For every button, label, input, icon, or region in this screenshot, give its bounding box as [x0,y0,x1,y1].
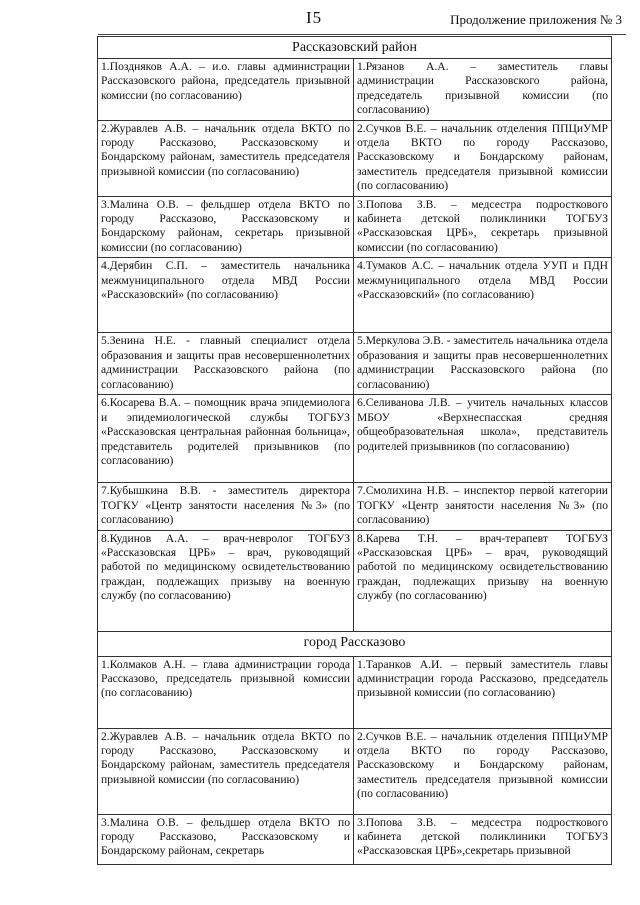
member-cell-deputy: 5.Меркулова Э.В. - заместитель начальника отдела образования и защиты прав несовершеннолетних администрации Рассказовского района (по согласованию) [354,333,612,395]
table-row [98,333,612,395]
table-row [98,814,612,864]
member-cell-main: 2.Журавлев А.В. – начальник отдела ВКТО по городу Рассказово, Рассказовскому и Бондарскому районам, заместитель председателя призывной комиссии (по согласованию) [98,728,354,814]
table-row [98,120,612,196]
section-header-row [98,631,612,656]
member-cell-main: 4.Дерябин С.П. – заместитель начальника межмуниципального отдела МВД России «Рассказовский» (по согласованию) [98,258,354,333]
member-cell-main: 6.Косарева В.А. – помощник врача эпидемиолога и эпидемиологической службы ТОГБУЗ «Рассказовская центральная районная больница», представитель родителей призывников (по согласованию) [98,395,354,483]
appendix-note: Продолжение приложения № 3 [450,12,622,27]
member-cell-main: 1.Поздняков А.А. – и.о. главы администрации Рассказовского района, председатель призывной комиссии (по согласованию) [98,59,354,121]
table-row [98,258,612,333]
member-cell-deputy: 4.Тумаков А.С. – начальник отдела УУП и ПДН межмуниципального отдела МВД России «Рассказовский» (по согласованию) [354,258,612,333]
section-title: город Рассказово [98,631,612,656]
member-cell-main: 3.Малина О.В. – фельдшер отдела ВКТО по городу Рассказово, Рассказовскому и Бондарскому районам, секретарь [98,814,354,864]
section-title: Рассказовский район [98,37,612,59]
table-row [98,483,612,530]
section-header-row [98,37,612,59]
member-cell-main: 7.Кубышкина В.В. - заместитель директора ТОГКУ «Центр занятости населения №3» (по согласованию) [98,483,354,530]
table-row [98,728,612,814]
member-cell-main: 3.Малина О.В. – фельдшер отдела ВКТО по городу Рассказово, Рассказовскому и Бондарскому районам, секретарь призывной комиссии (по согласованию) [98,196,354,258]
member-cell-main: 8.Кудинов А.А. – врач-невролог ТОГБУЗ «Рассказовская ЦРБ» – врач, руководящий работой по медицинскому освидетельствованию граждан, подлежащих призыву на военную службу (по согласованию) [98,530,354,631]
member-cell-deputy: 2.Сучков В.Е. – начальник отделения ППЦиУМР отдела ВКТО по городу Рассказово, Рассказовскому и Бондарскому районам, заместитель председателя призывной комиссии (по согласованию) [354,728,612,814]
table-row [98,59,612,121]
member-cell-deputy: 3.Попова З.В. – медсестра подросткового кабинета детской поликлиники ТОГБУЗ «Рассказовская ЦРБ», секретарь призывной комиссии (по согласованию) [354,196,612,258]
member-cell-main: 1.Колмаков А.Н. – глава администрации города Рассказово, председатель призывной комиссии (по согласованию) [98,656,354,728]
member-cell-deputy: 1.Таранков А.И. – первый заместитель главы администрации города Рассказово, председатель призывной комиссии (по согласованию) [354,656,612,728]
top-rule [98,34,626,35]
member-cell-main: 2.Журавлев А.В. – начальник отдела ВКТО по городу Рассказово, Рассказовскому и Бондарскому районам, заместитель председателя призывной комиссии (по согласованию) [98,120,354,196]
member-cell-deputy: 2.Сучков В.Е. – начальник отделения ППЦиУМР отдела ВКТО по городу Рассказово, Рассказовскому и Бондарскому районам, заместитель председателя призывной комиссии (по согласованию) [354,120,612,196]
member-cell-deputy: 6.Селиванова Л.В. – учитель начальных классов МБОУ «Верхнеспасская средняя общеобразовательная школа», представитель родителей призывников (по согласованию) [354,395,612,483]
commission-table [97,36,612,865]
member-cell-main: 5.Зенина Н.Е. - главный специалист отдела образования и защиты прав несовершеннолетних администрации Рассказовского района (по согласованию) [98,333,354,395]
member-cell-deputy: 1.Рязанов А.А. – заместитель главы администрации Рассказовского района, председатель призывной комиссии (по согласованию) [354,59,612,121]
member-cell-deputy: 3.Попова З.В. – медсестра подросткового кабинета детской поликлиники ТОГБУЗ «Рассказовская ЦРБ»,секретарь призывной [354,814,612,864]
member-cell-deputy: 7.Смолихина Н.В. – инспектор первой категории ТОГКУ «Центр занятости населения №3» (по согласованию) [354,483,612,530]
table-row [98,196,612,258]
table-row [98,656,612,728]
table-row [98,530,612,631]
page-number: I5 [306,8,323,27]
table-row [98,395,612,483]
member-cell-deputy: 8.Карева Т.Н. – врач-терапевт ТОГБУЗ «Рассказовская ЦРБ» – врач, руководящий работой по медицинскому освидетельствованию граждан, подлежащих призыву на военную службу (по согласованию) [354,530,612,631]
